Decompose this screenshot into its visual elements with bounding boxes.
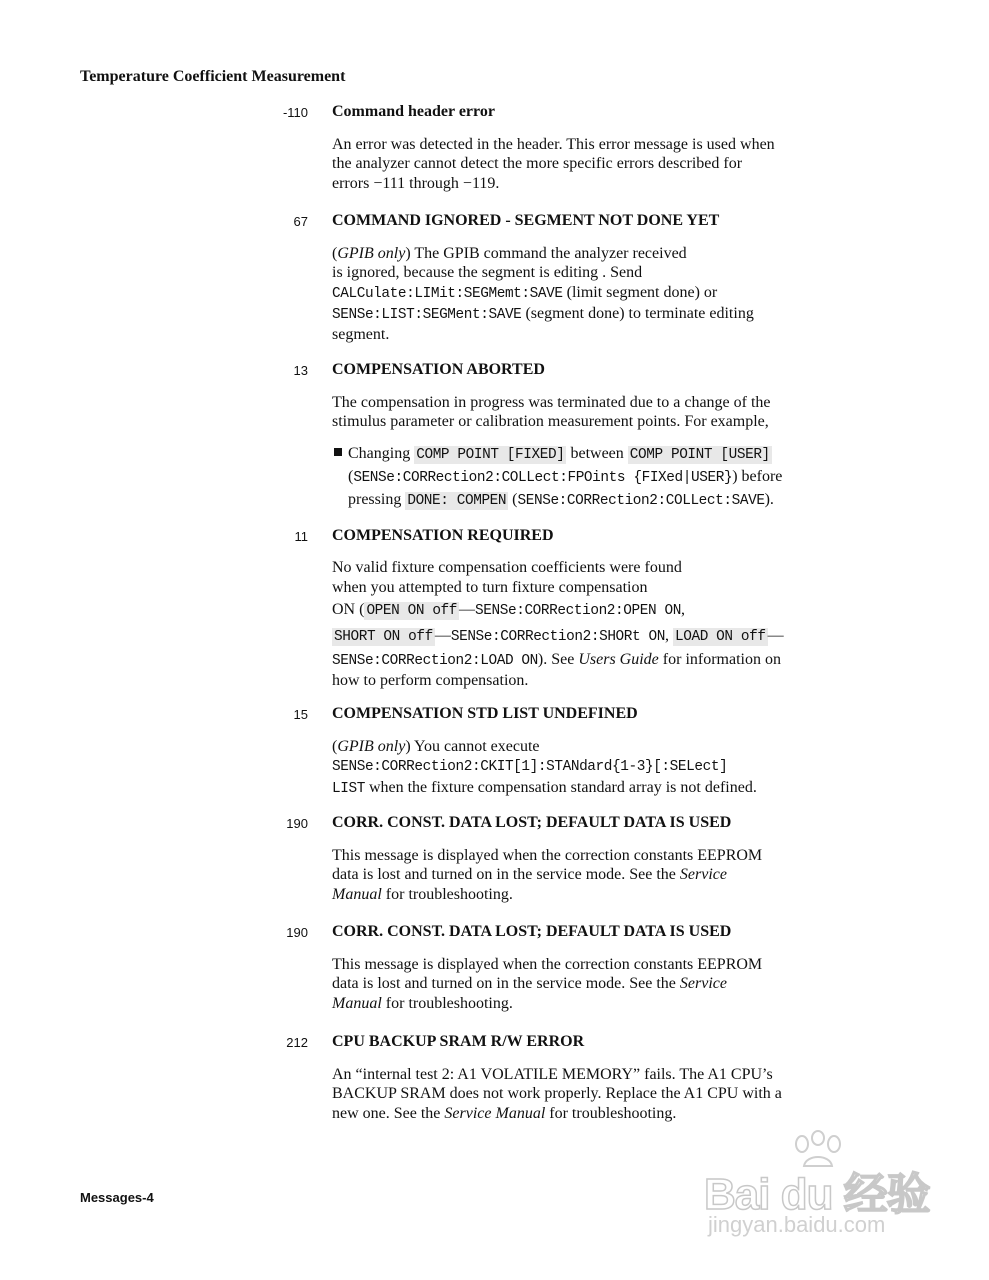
text-run: data is lost and turned on in the service mode. See the <box>332 975 680 993</box>
text-run: — <box>767 627 784 644</box>
error-code: -110 <box>282 105 308 120</box>
text-run: ) You cannot execute <box>405 738 540 755</box>
service-manual-reference: Service <box>679 866 727 884</box>
description-line: This message is displayed when the correction constants EEPROM <box>332 847 763 864</box>
description-line: how to perform compensation. <box>332 672 529 689</box>
description-line <box>332 994 877 1013</box>
description-line <box>332 598 877 623</box>
text-run: for information on <box>658 651 781 668</box>
text-run: new one. See the <box>332 1104 445 1122</box>
description-line: (GPIB only) You cannot execute <box>332 738 540 755</box>
description-line <box>332 865 877 884</box>
error-description <box>332 135 877 193</box>
description-line: No valid fixture compensation coefficients were found <box>332 559 682 576</box>
description-line: pressing DONE: COMPEN (SENSe:CORRection2:COLLect:SAVE). <box>348 490 774 509</box>
text-run: — <box>459 601 476 618</box>
error-code: 15 <box>293 707 308 722</box>
service-manual-reference: Service Manual <box>444 1104 546 1122</box>
description-line <box>332 623 877 650</box>
error-title: COMPENSATION REQUIRED <box>332 527 554 544</box>
text-run: pressing <box>348 490 406 508</box>
text-run: for troubleshooting. <box>381 994 513 1012</box>
text-run: data is lost and turned on in the service mode. See the <box>332 866 680 884</box>
description-line <box>332 283 877 304</box>
error-code: 11 <box>294 529 308 544</box>
baidu-watermark <box>700 1130 940 1250</box>
description-line <box>332 650 877 671</box>
error-code: 13 <box>293 363 308 378</box>
softkey-comp-point-user: COMP POINT [USER] <box>629 446 770 463</box>
description-line: This message is displayed when the correction constants EEPROM <box>332 956 763 973</box>
bullet-item <box>332 443 877 512</box>
text-run: when the fixture compensation standard array is not defined. <box>364 778 757 796</box>
text-run: ) before <box>732 467 783 485</box>
gpib-only-note: GPIB only <box>337 738 406 755</box>
scpi-command: LIST <box>332 780 365 797</box>
error-description <box>332 393 877 512</box>
error-code: 190 <box>286 925 308 940</box>
scpi-command: CALCulate:LIMit:SEGMemt:SAVE <box>332 285 563 302</box>
description-line <box>332 974 877 993</box>
description-line: (GPIB only) The GPIB command the analyzer received <box>332 245 687 262</box>
watermark-logo-text: Bai du 经验 <box>704 1170 930 1219</box>
scpi-command: SENSe:CORRection2:CKIT[1]:STANdard{1-3}[:SELect] <box>332 759 728 776</box>
description-line <box>332 885 877 904</box>
error-description <box>332 737 877 799</box>
error-description <box>332 558 877 691</box>
users-guide-reference: Users Guide <box>578 651 659 668</box>
text-run: — <box>434 627 451 644</box>
text-run: ). See <box>537 651 579 668</box>
bullet-square-icon <box>334 448 342 456</box>
text-run: ) The GPIB command the analyzer received <box>405 245 687 262</box>
error-description <box>332 846 877 904</box>
description-line: is ignored, because the segment is editing . Send <box>332 264 643 282</box>
softkey-load-on-off: LOAD ON off <box>674 629 766 645</box>
scpi-command: SENSe:CORRection2:COLLect:FPOints {FIXed|USER} <box>353 469 733 486</box>
gpib-only-note: GPIB only <box>337 245 406 262</box>
description-line: The compensation in progress was terminated due to a change of the <box>332 394 771 411</box>
error-description <box>332 244 877 344</box>
description-line: when you attempted to turn fixture compensation <box>332 579 648 596</box>
error-code: 212 <box>286 1035 308 1050</box>
description-line <box>332 1104 877 1123</box>
error-description <box>332 955 877 1013</box>
text-run: (limit segment done) or <box>562 283 718 301</box>
scpi-command: SENSe:LIST:SEGMent:SAVE <box>332 306 522 323</box>
service-manual-reference: Manual <box>332 885 382 903</box>
description-line <box>332 304 877 325</box>
scpi-command: SENSe:CORRection2:COLLect:SAVE <box>517 492 765 509</box>
running-title: Temperature Coefficient Measurement <box>80 68 346 85</box>
error-description <box>332 1065 877 1123</box>
text-run: for troubleshooting. <box>381 885 513 903</box>
page-number: Messages-4 <box>80 1190 154 1205</box>
error-title: COMPENSATION ABORTED <box>332 361 545 378</box>
error-title: CORR. CONST. DATA LOST; DEFAULT DATA IS USED <box>332 814 732 831</box>
scpi-command: SENSe:CORRection2:LOAD ON <box>332 653 538 669</box>
text-run: ON ( <box>332 601 365 618</box>
description-line: An “internal test 2: A1 VOLATILE MEMORY” fails. The A1 CPU’s <box>332 1066 773 1083</box>
description-line <box>348 443 877 466</box>
service-manual-reference: Manual <box>332 994 382 1012</box>
description-line: segment. <box>332 326 390 344</box>
description-line: errors −111 through −119. <box>332 174 500 192</box>
description-line <box>332 756 877 777</box>
error-title: COMMAND IGNORED - SEGMENT NOT DONE YET <box>332 212 720 229</box>
description-line <box>332 778 877 799</box>
description-line: An error was detected in the header. This error message is used when <box>332 136 775 153</box>
description-line: (SENSe:CORRection2:COLLect:FPOints {FIXed|USER}) before <box>348 467 783 486</box>
text-run: Changing <box>348 444 415 462</box>
softkey-open-on-off: OPEN ON off <box>366 603 458 619</box>
text-run: , <box>680 601 685 618</box>
error-code: 67 <box>293 214 308 229</box>
softkey-done-compen: DONE: COMPEN <box>407 492 507 509</box>
softkey-comp-point-fixed: COMP POINT [FIXED] <box>416 446 565 463</box>
error-title: COMPENSATION STD LIST UNDEFINED <box>332 705 638 722</box>
scpi-command: SENSe:CORRection2:SHORt ON <box>450 629 665 645</box>
text-run: between <box>566 444 628 462</box>
description-line: stimulus parameter or calibration measurement points. For example, <box>332 413 769 431</box>
error-title: CPU BACKUP SRAM R/W ERROR <box>332 1033 585 1050</box>
softkey-short-on-off: SHORT ON off <box>334 629 433 645</box>
service-manual-reference: Service <box>679 975 727 993</box>
text-run: (segment done) to terminate editing <box>521 304 754 322</box>
text-run: , <box>664 627 673 644</box>
description-line: BACKUP SRAM does not work properly. Replace the A1 CPU with a <box>332 1085 782 1103</box>
text-run: ). <box>764 490 774 508</box>
scpi-command: SENSe:CORRection2:OPEN ON <box>475 603 681 619</box>
description-line: the analyzer cannot detect the more specific errors described for <box>332 155 743 173</box>
watermark-url: jingyan.baidu.com <box>708 1212 886 1237</box>
text-run: for troubleshooting. <box>545 1104 677 1122</box>
error-title: CORR. CONST. DATA LOST; DEFAULT DATA IS USED <box>332 923 732 940</box>
error-code: 190 <box>286 816 308 831</box>
error-title: Command header error <box>332 103 495 120</box>
